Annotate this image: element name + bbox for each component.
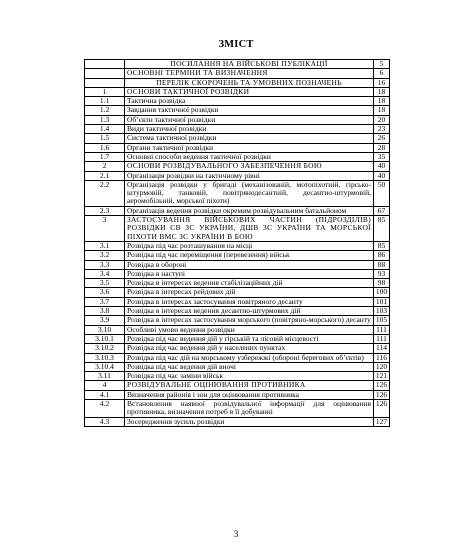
toc-section-title[interactable]: Основні способи ведення тактичної розвідки <box>125 152 374 161</box>
toc-section-title[interactable]: ОСНОВНІ ТЕРМІНИ ТА ВИЗНАЧЕННЯ <box>125 69 374 78</box>
toc-page-number: 35 <box>374 152 390 161</box>
toc-section-title[interactable]: Розвідка під час ведення дій у гірській та лісовій місцевості <box>125 334 374 343</box>
toc-section-number: 2.2 <box>85 180 125 206</box>
toc-section-number: 3 <box>85 216 125 242</box>
toc-section-number: 4.1 <box>85 390 125 399</box>
toc-section-title[interactable]: Розвідка в інтересах застосування морського (повітряно-морського) десанту <box>125 316 374 325</box>
toc-section-title[interactable]: Розвідка в наступі <box>125 269 374 278</box>
toc-page-number: 121 <box>374 372 390 381</box>
toc-section-title[interactable]: Визначення районів і зон для оцінювання противника <box>125 390 374 399</box>
toc-section-title[interactable]: ОСНОВИ РОЗВІДУВАЛЬНОГО ЗАБЕЗПЕЧЕННЯ БОЮ <box>125 162 374 171</box>
table-of-contents <box>84 59 390 427</box>
toc-page-number: 126 <box>374 399 390 417</box>
toc-page-number: 85 <box>374 216 390 242</box>
toc-page-number: 5 <box>374 60 390 69</box>
toc-section-title[interactable]: Розвідка під час переміщення (перевезення) військ <box>125 251 374 260</box>
toc-page-number: 28 <box>374 143 390 152</box>
toc-row <box>85 344 390 353</box>
toc-section-title[interactable]: ОСНОВИ ТАКТИЧНОЇ РОЗВІДКИ <box>125 87 374 96</box>
toc-page-number: 93 <box>374 269 390 278</box>
toc-page-number: 111 <box>374 334 390 343</box>
toc-section-number: 3.7 <box>85 297 125 306</box>
toc-section-number: 1.6 <box>85 143 125 152</box>
toc-row <box>85 171 390 180</box>
toc-row <box>85 353 390 362</box>
toc-row <box>85 417 390 426</box>
toc-section-title[interactable]: Завдання тактичної розвідки <box>125 106 374 115</box>
toc-section-title[interactable]: Тактична розвідка <box>125 97 374 106</box>
toc-section-title[interactable]: ПОСИЛАННЯ НА ВІЙСЬКОВІ ПУБЛІКАЦІЇ <box>125 60 374 69</box>
toc-section-number: 3.5 <box>85 279 125 288</box>
toc-section-number: 1.5 <box>85 134 125 143</box>
toc-page-number: 116 <box>374 353 390 362</box>
toc-row <box>85 162 390 171</box>
toc-page-number: 23 <box>374 125 390 134</box>
toc-section-number <box>85 78 125 87</box>
toc-page-number: 18 <box>374 97 390 106</box>
toc-section-title[interactable]: Розвідка в інтересах застосування повітряного десанту <box>125 297 374 306</box>
toc-section-title[interactable]: Розвідка під час заміни військ <box>125 372 374 381</box>
toc-section-title[interactable]: Розвідка в інтересах рейдових дій <box>125 288 374 297</box>
toc-row <box>85 180 390 206</box>
toc-page-number: 86 <box>374 251 390 260</box>
toc-section-title[interactable]: РОЗВІДУВАЛЬНЕ ОЦІНЮВАННЯ ПРОТИВНИКА <box>125 381 374 390</box>
toc-section-number: 3.3 <box>85 260 125 269</box>
toc-section-title[interactable]: ЗАСТОСУВАННЯ ВІЙСЬКОВИХ ЧАСТИН (ПІДРОЗДІЛІВ) РОЗВІДКИ СВ ЗС УКРАЇНИ, ДШВ ЗС УКРАЇНИ ТА МОРСЬКОЇ ПІХОТИ ВМС ЗС УКРАЇНИ В БОЮ <box>125 216 374 242</box>
toc-page-number: 6 <box>374 69 390 78</box>
toc-row <box>85 69 390 78</box>
toc-section-number: 3.10.1 <box>85 334 125 343</box>
toc-page-number: 103 <box>374 307 390 316</box>
toc-section-number: 1 <box>85 87 125 96</box>
toc-section-number: 3.11 <box>85 372 125 381</box>
toc-section-number: 3.10 <box>85 325 125 334</box>
toc-page-number: 85 <box>374 241 390 250</box>
toc-section-title[interactable]: Розвідка під час ведення дій у населених пунктах <box>125 344 374 353</box>
toc-section-title[interactable]: Встановлення наявної розвідувальної інформації для оцінювання противника, визначення потреб в її добуванні <box>125 399 374 417</box>
toc-page-number: 50 <box>374 180 390 206</box>
toc-page-number: 18 <box>374 87 390 96</box>
toc-page-number: 16 <box>374 78 390 87</box>
toc-section-number: 4 <box>85 381 125 390</box>
toc-row <box>85 316 390 325</box>
toc-row <box>85 106 390 115</box>
toc-page-number: 127 <box>374 417 390 426</box>
toc-section-title[interactable]: Система тактичної розвідки <box>125 134 374 143</box>
toc-section-number: 2 <box>85 162 125 171</box>
toc-section-number: 3.9 <box>85 316 125 325</box>
toc-section-number: 1.2 <box>85 106 125 115</box>
toc-row <box>85 78 390 87</box>
toc-page-number: 105 <box>374 316 390 325</box>
toc-section-title[interactable]: Розвідка під час ведення дій вночі <box>125 362 374 371</box>
toc-row <box>85 288 390 297</box>
toc-page-number: 40 <box>374 171 390 180</box>
toc-section-number: 3.10.4 <box>85 362 125 371</box>
toc-section-title[interactable]: Особливі умови ведення розвідки <box>125 325 374 334</box>
toc-section-title[interactable]: ПЕРЕЛІК СКОРОЧЕНЬ ТА УМОВНИХ ПОЗНАЧЕНЬ <box>125 78 374 87</box>
toc-section-number: 3.6 <box>85 288 125 297</box>
toc-section-title[interactable]: Організація ведення розвідки окремим розвідувальним батальйоном <box>125 206 374 215</box>
toc-page-number: 88 <box>374 260 390 269</box>
toc-row <box>85 381 390 390</box>
toc-page-number: 40 <box>374 162 390 171</box>
toc-page-number: 20 <box>374 115 390 124</box>
toc-page-number: 120 <box>374 362 390 371</box>
toc-section-title[interactable]: Розвідка під час розташування на місці <box>125 241 374 250</box>
toc-section-number: 2.1 <box>85 171 125 180</box>
toc-page-number: 126 <box>374 381 390 390</box>
toc-section-title[interactable]: Зосередження зусиль розвідки <box>125 417 374 426</box>
toc-row <box>85 325 390 334</box>
page-number: 3 <box>233 529 239 539</box>
toc-section-title[interactable]: Розвідка в обороні <box>125 260 374 269</box>
toc-section-title[interactable]: Організація розвідки у бригаді (механізованій, мотопіхотній, гірсько-штурмовій, танковій, повітрянодесантній, десантно-штурмовій, аеромобільній, морської піхоти) <box>125 180 374 206</box>
toc-section-number: 1.1 <box>85 97 125 106</box>
toc-section-title[interactable]: Об’єкти тактичної розвідки <box>125 115 374 124</box>
toc-section-title[interactable]: Організація розвідки на тактичному рівні <box>125 171 374 180</box>
toc-page-number: 101 <box>374 297 390 306</box>
toc-section-number: 3.2 <box>85 251 125 260</box>
toc-section-number: 1.4 <box>85 125 125 134</box>
toc-row <box>85 216 390 242</box>
toc-section-title[interactable]: Органи тактичної розвідки <box>125 143 374 152</box>
toc-section-number <box>85 69 125 78</box>
toc-section-number: 4.2 <box>85 399 125 417</box>
toc-page-number: 100 <box>374 288 390 297</box>
toc-page-number: 114 <box>374 344 390 353</box>
toc-section-number: 3.10.2 <box>85 344 125 353</box>
toc-section-number: 2.3 <box>85 206 125 215</box>
toc-page-number: 26 <box>374 134 390 143</box>
toc-section-number <box>85 60 125 69</box>
toc-row <box>85 134 390 143</box>
toc-section-number: 3.4 <box>85 269 125 278</box>
toc-section-title[interactable]: Розвідка під час дій на морському узбережжі (обороні берегових об’єктів) <box>125 353 374 362</box>
toc-section-title[interactable]: Розвідка в інтересах ведення десантно-штурмових дій <box>125 307 374 316</box>
toc-row <box>85 260 390 269</box>
toc-page-number: 98 <box>374 279 390 288</box>
toc-section-number: 1.7 <box>85 152 125 161</box>
toc-section-title[interactable]: Розвідка в інтересах ведення стабілізаційних дій <box>125 279 374 288</box>
toc-section-number: 3.1 <box>85 241 125 250</box>
page-title: ЗМІСТ <box>218 39 254 50</box>
toc-row <box>85 399 390 417</box>
toc-section-number: 4.3 <box>85 417 125 426</box>
toc-section-number: 1.3 <box>85 115 125 124</box>
toc-row <box>85 251 390 260</box>
toc-page-number: 126 <box>374 390 390 399</box>
toc-page-number: 111 <box>374 325 390 334</box>
toc-page-number: 18 <box>374 106 390 115</box>
toc-section-number: 3.10.3 <box>85 353 125 362</box>
toc-page-number: 67 <box>374 206 390 215</box>
toc-section-title[interactable]: Види тактичної розвідки <box>125 125 374 134</box>
toc-section-number: 3.8 <box>85 307 125 316</box>
